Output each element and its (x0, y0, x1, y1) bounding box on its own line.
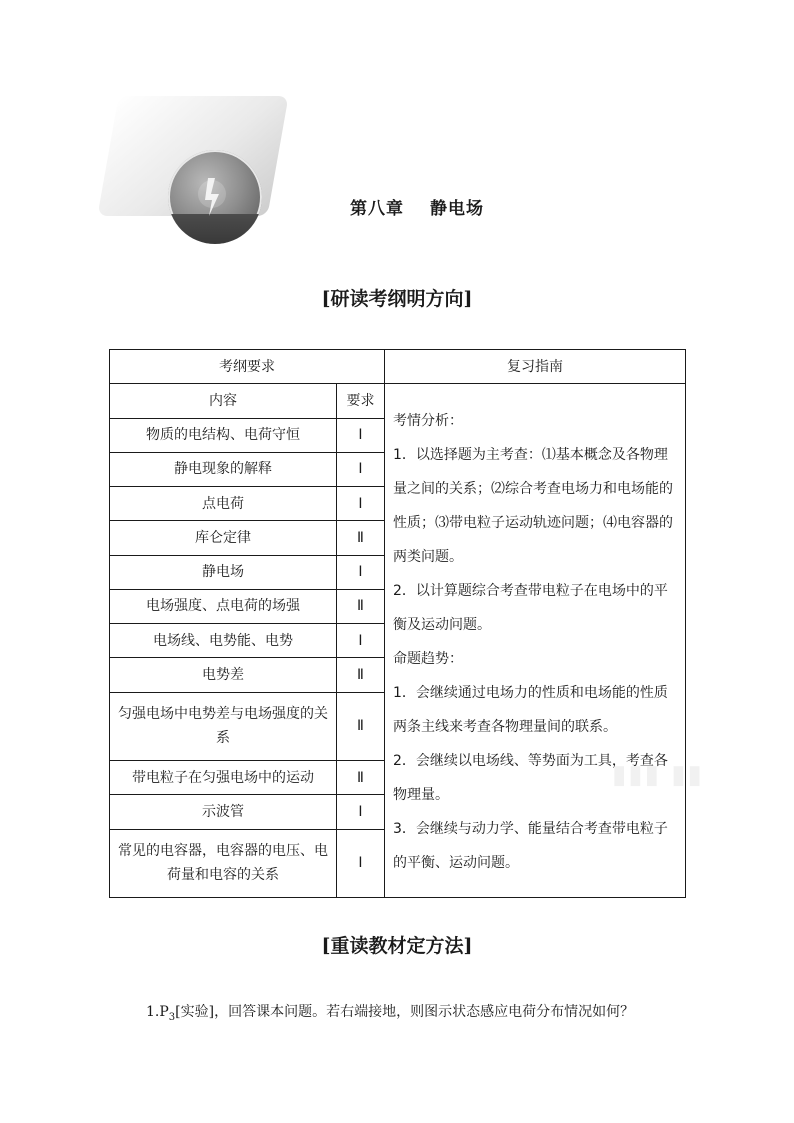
guide-line: 2．会继续以电场线、等势面为工具，考查各物理量。 (393, 753, 668, 804)
row-content: 库仑定律 (110, 521, 337, 555)
chapter-number: 第八章 (350, 199, 404, 219)
row-content: 电场线、电势能、电势 (110, 624, 337, 658)
row-level: Ⅰ (337, 487, 385, 521)
section-heading-outline: [研读考纲明方向] (321, 288, 473, 310)
guide-line: 1．以选择题为主考查：⑴基本概念及各物理量之间的关系；⑵综合考查电场力和电场能的性质；⑶带电粒子运动轨迹问题；⑷电容器的两类问题。 (393, 447, 673, 566)
chapter-title (0, 194, 794, 219)
row-content: 电势差 (110, 658, 337, 692)
row-content: 示波管 (110, 795, 337, 829)
question-prefix: 1.P (146, 1004, 169, 1020)
row-content: 静电场 (110, 555, 337, 589)
row-level: Ⅱ (337, 521, 385, 555)
question-page: 3 (168, 1011, 176, 1023)
header-exam-requirements: 考纲要求 (110, 350, 385, 384)
row-content: 带电粒子在匀强电场中的运动 (110, 761, 337, 795)
section-heading-textbook: [重读教材定方法] (321, 935, 473, 957)
row-level: Ⅱ (337, 658, 385, 692)
row-level: Ⅰ (337, 452, 385, 486)
row-level: Ⅱ (337, 761, 385, 795)
chapter-name: 静电场 (430, 199, 484, 219)
row-level: Ⅰ (337, 624, 385, 658)
row-level: Ⅰ (337, 795, 385, 829)
row-level: Ⅰ (337, 555, 385, 589)
row-level: Ⅱ (337, 692, 385, 761)
header-review-guide: 复习指南 (385, 350, 686, 384)
guide-line: 命题趋势： (393, 651, 463, 668)
guide-line: 考情分析： (393, 413, 463, 430)
question-text: [实验]，回答课本问题。若右端接地，则图示状态感应电荷分布情况如何？ (175, 1004, 635, 1020)
row-content: 静电现象的解释 (110, 452, 337, 486)
row-content: 常见的电容器，电容器的电压、电荷量和电容的关系 (110, 829, 337, 898)
review-guide-cell (385, 384, 686, 898)
row-level: Ⅱ (337, 589, 385, 623)
guide-line: 3．会继续与动力学、能量结合考查带电粒子的平衡、运动问题。 (393, 821, 668, 872)
watermark-decoration: ▮▮▮ ▮▮ (612, 760, 704, 790)
row-content: 电场强度、点电荷的场强 (110, 589, 337, 623)
column-header-content: 内容 (110, 384, 337, 418)
column-header-requirement: 要求 (337, 384, 385, 418)
exam-outline-table (109, 349, 686, 898)
guide-line: 2．以计算题综合考查带电粒子在电场中的平衡及运动问题。 (393, 583, 668, 634)
row-content: 匀强电场中电势差与电场强度的关系 (110, 692, 337, 761)
guide-line: 1．会继续通过电场力的性质和电场能的性质两条主线来考查各物理量间的联系。 (393, 685, 668, 736)
row-level: Ⅰ (337, 418, 385, 452)
question-item (146, 1001, 634, 1023)
row-content: 点电荷 (110, 487, 337, 521)
row-content: 物质的电结构、电荷守恒 (110, 418, 337, 452)
row-level: Ⅰ (337, 829, 385, 898)
